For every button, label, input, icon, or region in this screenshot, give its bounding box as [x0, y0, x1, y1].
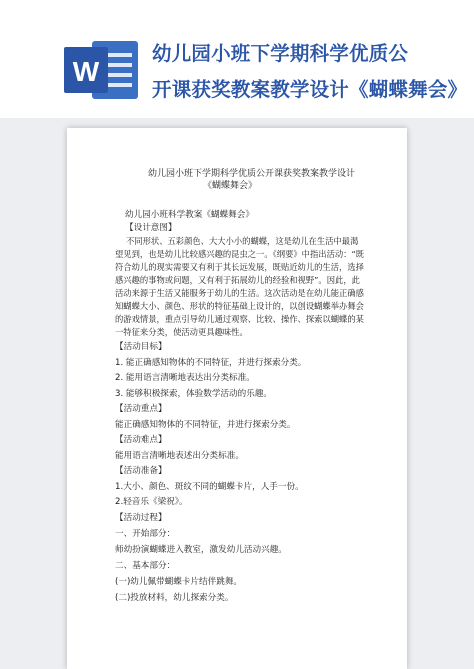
document-title-line-1: 幼儿园小班下学期科学优质公开课获奖教案教学设计 — [148, 169, 356, 179]
paragraph-line: 活动来源于生活又能服务于幼儿的生活。这次活动是在幼儿能正确感 — [115, 288, 364, 298]
word-document-icon — [62, 37, 142, 103]
document-page — [67, 128, 407, 669]
section-heading-goals: 【活动目标】 — [115, 342, 167, 352]
header — [0, 0, 474, 118]
process-line: (一)幼儿佩带蝴蝶卡片结伴跳舞。 — [115, 577, 243, 587]
goal-item: 3. 能够积极探索，体验数学活动的乐趣。 — [115, 389, 273, 399]
preparation-item: 1.大小、颜色、斑纹不同的蝴蝶卡片，人手一份。 — [115, 482, 304, 492]
paragraph-line: 不同形状、五彩颜色、大大小小的蝴蝶，这是幼儿在生活中最渴 — [126, 236, 359, 246]
section-heading-process: 【活动过程】 — [115, 513, 167, 523]
paragraph-line: 望见到，也是幼儿比较感兴趣的昆虫之一。《纲要》中指出活动：“既 — [115, 249, 365, 259]
section-heading-preparation: 【活动准备】 — [115, 466, 167, 476]
difficulty-text: 能用语言清晰地表述出分类标准。 — [115, 451, 244, 461]
paragraph-line: 知蝴蝶大小、颜色、形状的特征基础上设计的，以创设蝴蝶举办舞会 — [115, 301, 364, 311]
process-line: 一、开始部分： — [115, 529, 176, 539]
section-heading-difficulty: 【活动难点】 — [115, 435, 167, 445]
goal-item: 2. 能用语言清晰地表达出分类标准。 — [115, 373, 255, 383]
paragraph-line: 感兴趣的事物或问题，又有利于拓展幼儿的经验和视野”。因此，此 — [115, 275, 360, 285]
process-line: (二)投放材料，幼儿探索分类。 — [115, 593, 234, 603]
process-line: 师幼扮演蝴蝶进入教室，激发幼儿活动兴趣。 — [115, 545, 287, 555]
document-subtitle: 幼儿园小班科学教案《蝴蝶舞会》 — [125, 210, 254, 220]
section-heading-key: 【活动重点】 — [115, 404, 167, 414]
paragraph-line: 的游戏情景，重点引导幼儿通过观察、比较、操作、探索以蝴蝶的某 — [115, 314, 364, 324]
goal-item: 1. 能正确感知物体的不同特征，并进行探索分类。 — [115, 358, 307, 368]
process-line: 二、基本部分： — [115, 561, 176, 571]
key-text: 能正确感知物体的不同特征，并进行探索分类。 — [115, 420, 296, 430]
paragraph-line: 符合幼儿的现实需要又有利于其长远发展，既贴近幼儿的生活，选择 — [115, 262, 364, 272]
section-heading-design: 【设计意图】 — [125, 223, 177, 233]
paragraph-line: 一特征来分类，使活动更具趣味性。 — [115, 327, 248, 337]
preparation-item: 2.轻音乐《梁祝》。 — [115, 497, 188, 507]
word-logo-letter: W — [72, 56, 100, 87]
document-title-line-2: 《蝴蝶舞会》 — [203, 181, 258, 191]
page-title-line-1: 幼儿园小班下学期科学优质公 — [152, 42, 409, 65]
page-title-line-2: 开课获奖教案教学设计《蝴蝶舞会》 — [152, 78, 468, 101]
